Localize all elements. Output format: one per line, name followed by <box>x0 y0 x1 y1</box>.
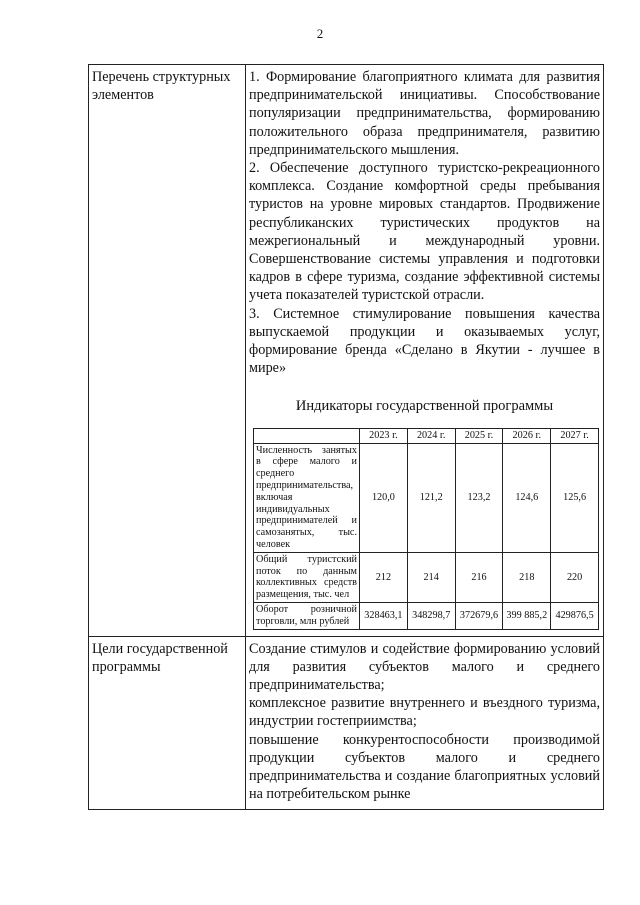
structure-item-2: 2. Обеспечение доступного туристско-рекреационного комплекса. Создание комфортной среды пребывания туристов на уровне мировых стандартов. Продвижение республиканских туристических продуктов на межрегиональный и международный уровни. Совершенствование системы управления и подготовки кадров в сфере туризма, создание эффективной системы учета показателей туристской отрасли. <box>249 160 600 304</box>
table-row <box>254 603 599 630</box>
table-row-structure <box>89 65 604 637</box>
indicator-value: 220 <box>551 552 599 602</box>
indicator-value: 429876,5 <box>551 603 599 630</box>
goal-item-2: комплексное развитие внутреннего и въездного туризма, индустрии гостеприимства; <box>249 695 600 730</box>
indicators-header-row <box>254 428 599 443</box>
row-content-structure <box>246 65 604 637</box>
row-label-structure: Перечень структурных элементов <box>89 65 246 637</box>
row-label-goals: Цели государственной программы <box>89 636 246 810</box>
indicator-value: 120,0 <box>360 443 408 552</box>
indicator-value: 214 <box>407 552 455 602</box>
indicator-name: Оборот розничной торговли, млн рублей <box>254 603 360 630</box>
year-header-2023: 2023 г. <box>360 428 408 443</box>
year-header-2026: 2026 г. <box>503 428 551 443</box>
indicator-value: 348298,7 <box>407 603 455 630</box>
indicator-value: 123,2 <box>455 443 503 552</box>
goal-item-3: повышение конкурентоспособности производимой продукции субъектов малого и среднего предпринимательства и создание благоприятных условий на потребительском рынке <box>249 731 600 803</box>
indicators-table <box>253 428 599 630</box>
table-row <box>254 443 599 552</box>
year-header-2024: 2024 г. <box>407 428 455 443</box>
indicator-value: 218 <box>503 552 551 602</box>
year-header-2027: 2027 г. <box>551 428 599 443</box>
indicator-value: 125,6 <box>551 443 599 552</box>
structure-item-1: 1. Формирование благоприятного климата для развития предпринимательской инициативы. Способствование популяризации предпринимательства, формированию положительного образа предпринимателя, развитию предпринимательского мышления. <box>249 69 600 158</box>
indicator-value: 372679,6 <box>455 603 503 630</box>
year-header-2025: 2025 г. <box>455 428 503 443</box>
indicator-value: 124,6 <box>503 443 551 552</box>
structure-item-3: 3. Системное стимулирование повышения качества выпускаемой продукции и оказываемых услуг, формирование бренда «Сделано в Якутии - лучшее в мире» <box>249 305 600 377</box>
row-content-goals <box>246 636 604 810</box>
indicators-header-empty <box>254 428 360 443</box>
indicator-value: 328463,1 <box>360 603 408 630</box>
indicator-name: Численность занятых в сфере малого и среднего предпринимательства, включая индивидуальных предпринимателей и самозанятых, тыс. человек <box>254 443 360 552</box>
indicators-title: Индикаторы государственной программы <box>295 398 554 415</box>
page-number: 2 <box>316 26 324 41</box>
table-row-goals <box>89 636 604 810</box>
table-row <box>254 552 599 602</box>
goal-item-1: Создание стимулов и содействие формированию условий для развития субъектов малого и среднего предпринимательства; <box>249 640 600 694</box>
indicator-value: 216 <box>455 552 503 602</box>
indicator-value: 399 885,2 <box>503 603 551 630</box>
indicator-value: 212 <box>360 552 408 602</box>
indicator-value: 121,2 <box>407 443 455 552</box>
passport-table <box>88 64 604 810</box>
indicator-name: Общий туристский поток по данным коллективных средств размещения, тыс. чел <box>254 552 360 602</box>
